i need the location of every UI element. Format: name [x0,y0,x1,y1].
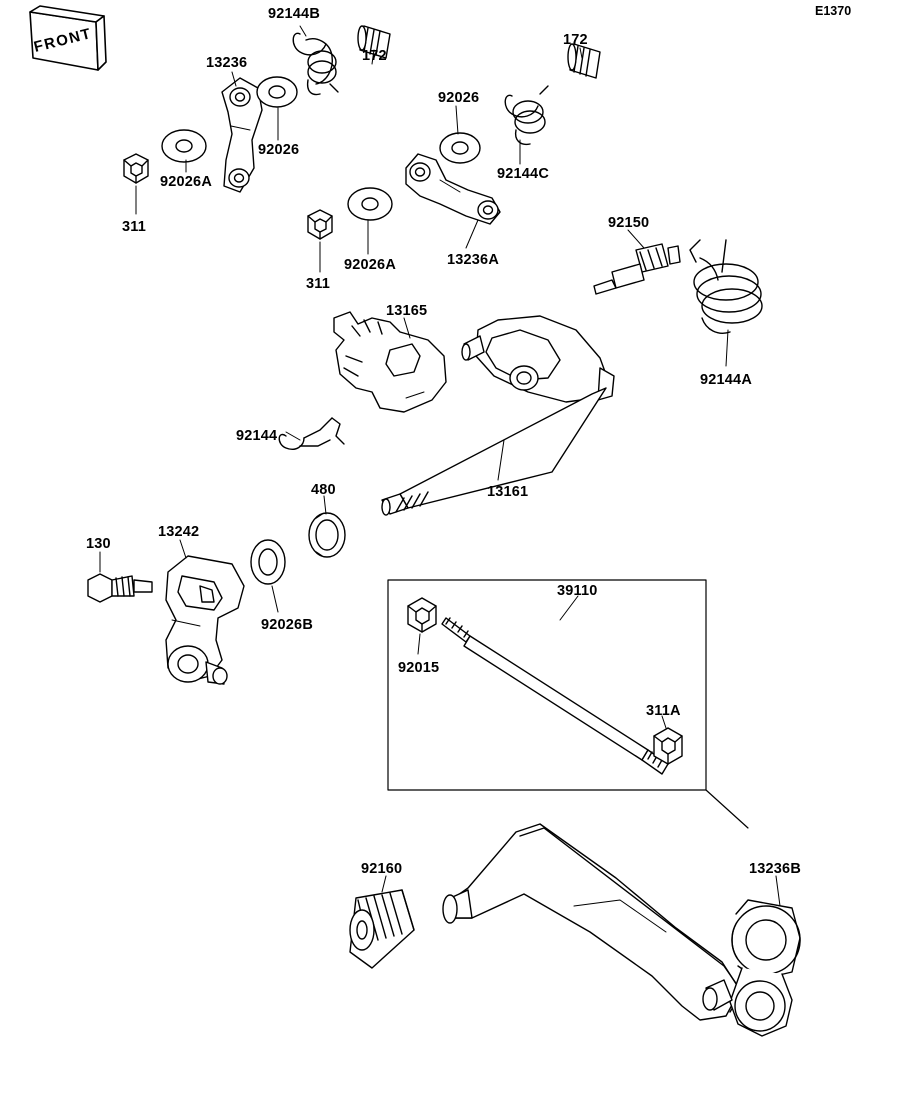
part-92026B-washer [251,540,285,584]
part-label-92144C: 92144C [497,166,549,182]
part-39110-tie-rod [442,618,668,774]
part-label-92026-2: 92026 [258,142,300,158]
part-172-pin-2 [568,44,600,78]
part-label-13236B: 13236B [749,861,801,877]
part-label-92160: 92160 [361,861,403,877]
part-label-130: 130 [86,536,111,552]
front-badge-label: FRONT [32,25,94,56]
part-label-92026A-1: 92026A [160,174,212,190]
part-480-circlip [309,513,345,557]
part-13236A-lever [406,154,500,224]
part-label-39110: 39110 [557,583,598,599]
part-label-311A: 311A [646,703,681,719]
part-label-92026-1: 92026 [438,90,480,106]
part-label-311-2: 311 [306,276,330,292]
part-92144C-spring [505,86,548,144]
part-label-92144B: 92144B [268,6,320,22]
part-13242-arm [166,556,244,684]
part-92150-bolt [594,244,680,294]
part-label-13236A: 13236A [447,252,499,268]
part-label-172-2: 172 [563,32,588,48]
part-label-311-1: 311 [122,219,146,235]
part-13236-lever [222,78,262,192]
part-13165-plate [334,312,446,412]
part-label-13242: 13242 [158,524,200,540]
part-92026A-washer-1 [162,130,206,162]
part-311A-nut [654,728,682,764]
part-label-92144: 92144 [236,428,278,444]
part-39110-assembly-frame [388,580,748,852]
part-label-92026B: 92026B [261,617,313,633]
part-92144A-spring [690,240,762,333]
diagram-id: E1370 [815,4,852,18]
part-311-nut-2 [308,210,332,239]
part-label-13236: 13236 [206,55,248,71]
part-311-nut [124,154,148,183]
part-label-92144A: 92144A [700,372,752,388]
part-label-13165: 13165 [386,303,428,319]
part-92015-nut [408,598,436,632]
part-label-172-1: 172 [362,48,387,64]
front-direction-badge [24,8,102,74]
part-label-92150: 92150 [608,215,650,231]
part-label-480: 480 [311,482,336,498]
part-130-bolt [88,574,152,602]
part-92026-washer-2 [440,133,480,163]
leader-lines [100,26,780,906]
part-92026-washer-1 [257,77,297,107]
part-label-13161: 13161 [487,484,529,500]
part-92144B-spring [293,33,338,94]
part-label-92026A-2: 92026A [344,257,396,273]
part-label-92015: 92015 [398,660,440,676]
part-92026A-washer-2 [348,188,392,220]
part-13236B-pedal [443,824,800,1036]
part-92160-pedal-pad [350,890,414,968]
